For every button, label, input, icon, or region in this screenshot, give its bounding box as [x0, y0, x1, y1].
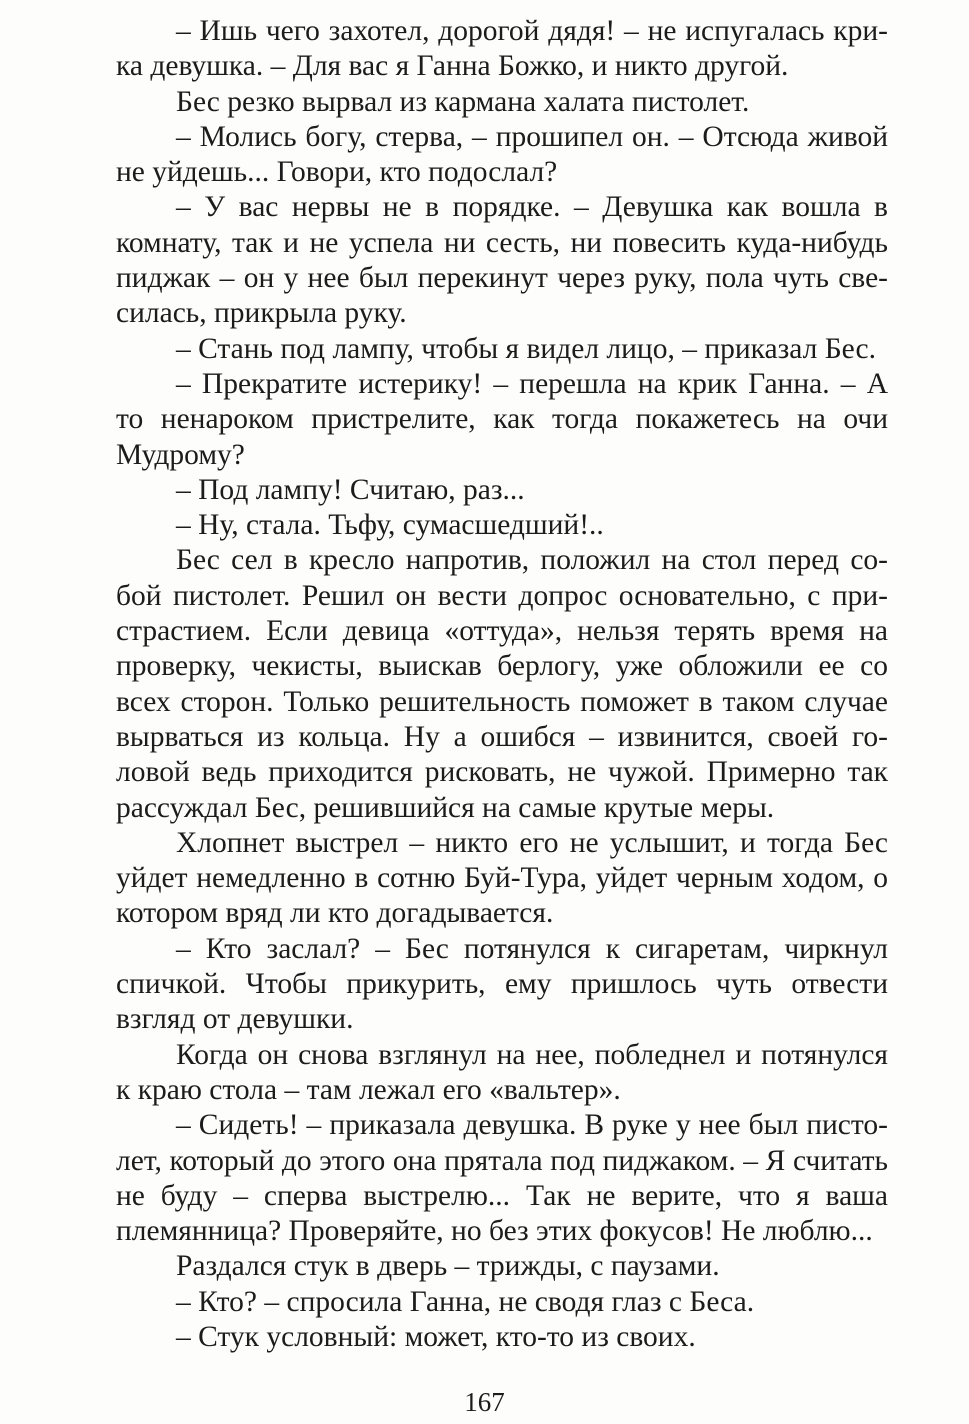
paragraph: – Кто? – спросила Ганна, не сводя глаз с Беса.: [176, 1285, 755, 1318]
paragraph: – Молись богу, стерва, – прошипел он. – Отсюда живой не уйдешь... Говори, кто подослал?: [116, 120, 888, 189]
paragraph: – Прекратите истерику! – перешла на крик Ганна. – А то ненароком пристрелите, как тогда покажетесь на очи Мудрому?: [116, 367, 888, 471]
paragraph: Когда он снова взглянул на нее, побледнел и потянулся к краю стола – там лежал его «вальтер».: [116, 1038, 888, 1106]
body-text: [116, 14, 888, 1355]
paragraph: – Ишь чего захотел, дорогой дядя! – не испугалась крика девушка. – Для вас я Ганна Божко, и никто другой.: [116, 15, 888, 83]
paragraph: – У вас нервы не в порядке. – Девушка как вошла в комнату, так и не успела ни сесть, ни повесить куда-нибудь пиджак – он у нее был перекинут через руку, пола чуть свесилась, прикрыла руку.: [116, 191, 888, 330]
paragraph: – Кто заслал? – Бес потянулся к сигаретам, чиркнул спичкой. Чтобы прикурить, ему пришлось чуть отвести взгляд от девушки.: [116, 932, 888, 1036]
paragraph: Бес сел в кресло напротив, положил на стол перед собой пистолет. Решил он вести допрос основательно, с пристрастием. Если девица «оттуда», нельзя терять время на проверку, чекисты, выискав берлогу, уже обложили ее со всех сторон. Только решительность поможет в таком случае вырваться из кольца. Ну а ошибся – извинится, своей головой ведь приходится рисковать, не чужой. Примерно так рассуждал Бес, решившийся на самые крутые меры.: [116, 544, 888, 824]
paragraph: – Ну, стала. Тьфу, сумасшедший!..: [176, 509, 604, 542]
paragraph: Раздался стук в дверь – трижды, с паузами.: [176, 1250, 720, 1283]
paragraph: – Сидеть! – приказала девушка. В руке у нее был пистолет, который до этого она прятала под пиджаком. – Я считать не буду – сперва выстрелю... Так не верите, что я ваша племянница? Проверяйте, но без этих фокусов! Не люблю...: [116, 1109, 888, 1248]
paragraph: – Стук условный: может, кто-то из своих.: [176, 1320, 696, 1353]
page-number: 167: [464, 1387, 505, 1417]
paragraph: Хлопнет выстрел – никто его не услышит, и тогда Бес уйдет немедленно в сотню Буй-Тура, уйдет черным ходом, о котором вряд ли кто догадывается.: [116, 826, 888, 930]
paragraph: – Стань под лампу, чтобы я видел лицо, – приказал Бес.: [176, 332, 876, 365]
paragraph: – Под лампу! Считаю, раз...: [176, 473, 525, 506]
paragraph: Бес резко вырвал из кармана халата пистолет.: [176, 85, 750, 118]
